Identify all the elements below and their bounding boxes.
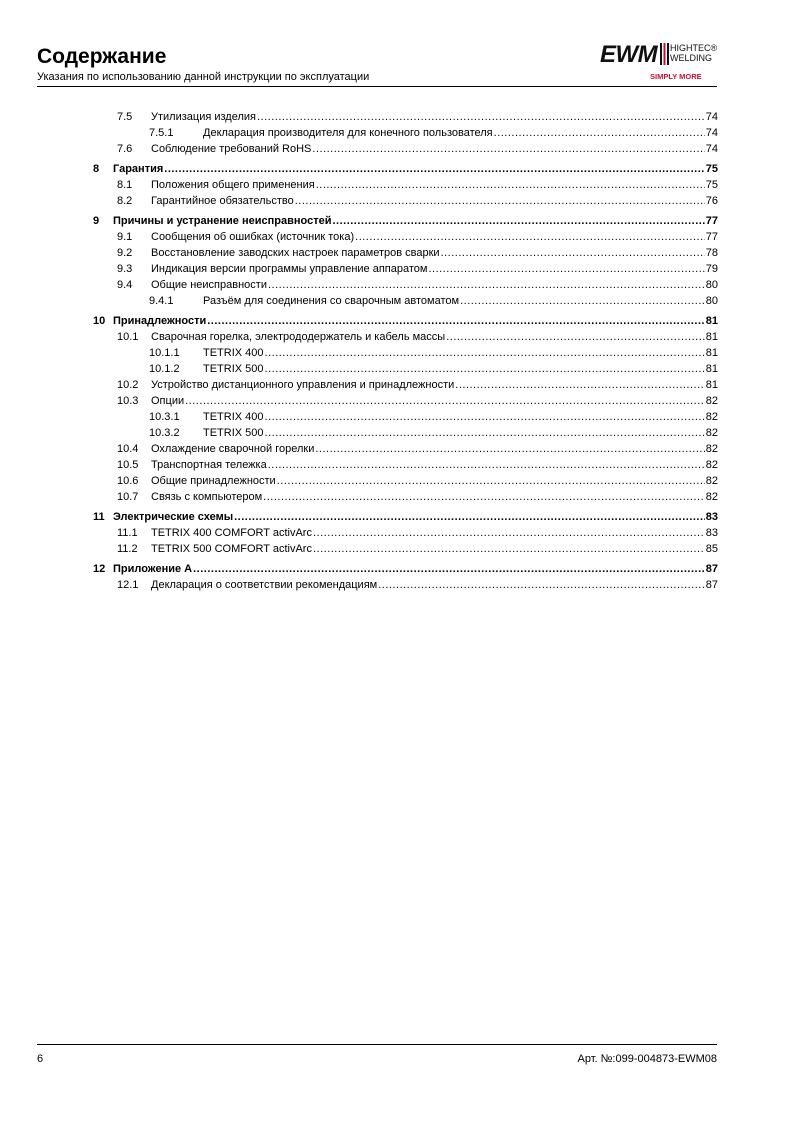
toc-entry-number: 9.4 [117, 279, 133, 291]
toc-entry-title: Транспортная тележка [151, 459, 267, 471]
toc-dot-leader [332, 214, 704, 228]
toc-entry-page: 76 [705, 195, 718, 207]
toc-entry-page: 78 [705, 247, 718, 259]
toc-entry-page: 75 [705, 179, 718, 191]
toc-entry[interactable] [93, 108, 718, 124]
toc-entry-number: 9.1 [117, 231, 133, 243]
toc-entry-title: Разъём для соединения со сварочным автоматом [203, 295, 460, 307]
toc-entry-title: TETRIX 400 COMFORT activArc [151, 527, 312, 539]
toc-dot-leader [355, 230, 705, 244]
toc-entry-number: 10.1.1 [149, 347, 180, 359]
toc-dot-leader [268, 278, 705, 292]
toc-entry-page: 82 [705, 443, 718, 455]
toc-entry-title: TETRIX 500 [203, 363, 264, 375]
toc-entry-page: 82 [705, 491, 718, 503]
toc-dot-leader [263, 490, 705, 504]
toc-entry-page: 81 [705, 331, 718, 343]
toc-dot-leader [268, 458, 705, 472]
toc-dot-leader [295, 194, 705, 208]
toc-entry-number: 10.1.2 [149, 363, 180, 375]
toc-entry-title: Приложение A [113, 563, 193, 575]
toc-entry[interactable] [93, 244, 718, 260]
logo-hightec: HIGHTEC® [670, 43, 718, 53]
toc-entry-page: 83 [705, 511, 718, 523]
toc-dot-leader [494, 126, 705, 140]
toc-entry[interactable] [93, 228, 718, 244]
toc-entry[interactable] [93, 524, 718, 540]
toc-entry-title: Причины и устранение неисправностей [113, 215, 332, 227]
toc-entry[interactable] [93, 176, 718, 192]
toc-entry-number: 7.5 [117, 111, 133, 123]
toc-entry-title: Соблюдение требований RoHS [151, 143, 312, 155]
toc-entry-page: 81 [705, 379, 718, 391]
toc-entry[interactable] [93, 192, 718, 208]
toc-entry[interactable] [93, 312, 718, 328]
toc-entry-page: 83 [705, 527, 718, 539]
toc-entry-number: 10.4 [117, 443, 139, 455]
toc-entry-number: 10.5 [117, 459, 139, 471]
logo-welding: WELDING [670, 53, 713, 63]
toc-entry[interactable] [93, 160, 718, 176]
toc-entry-page: 80 [705, 295, 718, 307]
toc-entry-number: 8.2 [117, 195, 133, 207]
toc-entry-page: 77 [705, 215, 718, 227]
table-of-contents [93, 108, 718, 592]
toc-entry-title: Охлаждение сварочной горелки [151, 443, 315, 455]
toc-dot-leader [428, 262, 704, 276]
toc-entry-title: Электрические схемы [113, 511, 234, 523]
toc-entry-number: 9 [93, 215, 100, 227]
toc-entry-title: Декларация производителя для конечного пользователя [203, 127, 493, 139]
toc-entry[interactable] [93, 212, 718, 228]
toc-entry-page: 74 [705, 111, 718, 123]
toc-dot-leader [265, 426, 705, 440]
toc-dot-leader [441, 246, 705, 260]
toc-entry-title: Связь с компьютером [151, 491, 263, 503]
toc-entry-page: 81 [705, 315, 718, 327]
toc-entry[interactable] [93, 576, 718, 592]
toc-entry-number: 10.7 [117, 491, 139, 503]
toc-entry-title: TETRIX 400 [203, 347, 264, 359]
toc-entry-page: 87 [705, 563, 718, 575]
toc-entry-title: Общие принадлежности [151, 475, 276, 487]
toc-entry-number: 9.4.1 [149, 295, 174, 307]
toc-entry-title: Гарантийное обязательство [151, 195, 294, 207]
toc-entry[interactable] [93, 540, 718, 556]
toc-dot-leader [313, 542, 705, 556]
toc-entry[interactable] [93, 440, 718, 456]
toc-dot-leader [234, 510, 705, 524]
toc-entry-number: 10 [93, 315, 106, 327]
toc-dot-leader [313, 526, 705, 540]
toc-entry[interactable] [93, 328, 718, 344]
toc-entry[interactable] [93, 472, 718, 488]
footer-page-number: 6 [37, 1053, 44, 1065]
toc-dot-leader [312, 142, 704, 156]
toc-entry-title: Общие неисправности [151, 279, 267, 291]
toc-entry-number: 9.2 [117, 247, 133, 259]
toc-entry-page: 75 [705, 163, 718, 175]
toc-entry-page: 79 [705, 263, 718, 275]
toc-dot-leader [257, 110, 705, 124]
toc-entry[interactable] [93, 140, 718, 156]
toc-entry-title: Опции [151, 395, 185, 407]
logo-bars-icon [660, 43, 669, 65]
toc-dot-leader [164, 162, 704, 176]
toc-entry-page: 82 [705, 427, 718, 439]
toc-entry-page: 82 [705, 459, 718, 471]
toc-entry-number: 12 [93, 563, 106, 575]
toc-entry-number: 10.3 [117, 395, 139, 407]
toc-entry-title: Устройство дистанционного управления и принадлежности [151, 379, 455, 391]
toc-entry-page: 77 [705, 231, 718, 243]
toc-entry-number: 11.2 [117, 543, 138, 555]
toc-entry-number: 10.3.2 [149, 427, 180, 439]
toc-entry-page: 81 [705, 347, 718, 359]
toc-entry-title: Положения общего применения [151, 179, 315, 191]
toc-dot-leader [265, 346, 705, 360]
toc-entry-number: 11 [93, 511, 105, 523]
logo-mark: EWM [600, 41, 658, 68]
toc-entry-title: Индикация версии программы управление аппаратом [151, 263, 428, 275]
page-subtitle: Указания по использованию данной инструкции по эксплуатации [37, 71, 370, 83]
toc-entry-page: 85 [705, 543, 718, 555]
toc-entry[interactable] [93, 276, 718, 292]
toc-entry[interactable] [93, 508, 718, 524]
toc-entry-number: 10.3.1 [149, 411, 180, 423]
toc-dot-leader [455, 378, 704, 392]
toc-entry[interactable] [93, 456, 718, 472]
header-divider [37, 86, 717, 87]
toc-entry[interactable] [93, 424, 718, 440]
toc-dot-leader [378, 578, 705, 592]
toc-dot-leader [460, 294, 705, 308]
toc-entry-title: TETRIX 500 [203, 427, 264, 439]
toc-entry-number: 10.6 [117, 475, 139, 487]
toc-entry-title: Гарантия [113, 163, 164, 175]
toc-entry-page: 87 [705, 579, 718, 591]
page-title: Содержание [37, 45, 167, 68]
toc-dot-leader [446, 330, 705, 344]
toc-entry-page: 74 [705, 143, 718, 155]
toc-entry[interactable] [93, 408, 718, 424]
toc-entry[interactable] [93, 292, 718, 308]
logo-slogan: SIMPLY MORE [650, 72, 702, 81]
toc-entry[interactable] [93, 344, 718, 360]
toc-entry[interactable] [93, 124, 718, 140]
toc-entry-title: Сообщения об ошибках (источник тока) [151, 231, 355, 243]
toc-entry-page: 74 [705, 127, 718, 139]
toc-entry-number: 8 [93, 163, 100, 175]
toc-entry-number: 11.1 [117, 527, 138, 539]
toc-entry[interactable] [93, 376, 718, 392]
toc-dot-leader [185, 394, 705, 408]
ewm-logo [600, 40, 718, 86]
toc-entry-page: 82 [705, 475, 718, 487]
toc-entry[interactable] [93, 560, 718, 576]
toc-dot-leader [207, 314, 705, 328]
footer-article-number: Арт. №:099-004873-EWM08 [577, 1053, 717, 1065]
toc-dot-leader [315, 442, 704, 456]
toc-entry[interactable] [93, 360, 718, 376]
toc-entry-number: 10.1 [117, 331, 139, 343]
toc-entry-title: TETRIX 500 COMFORT activArc [151, 543, 312, 555]
toc-entry[interactable] [93, 392, 718, 408]
toc-entry-number: 7.5.1 [149, 127, 174, 139]
toc-entry-title: Восстановление заводских настроек параметров сварки [151, 247, 440, 259]
toc-dot-leader [265, 362, 705, 376]
toc-entry[interactable] [93, 488, 718, 504]
toc-entry-page: 81 [705, 363, 718, 375]
toc-entry-page: 80 [705, 279, 718, 291]
toc-dot-leader [193, 562, 705, 576]
toc-dot-leader [316, 178, 705, 192]
toc-entry-number: 12.1 [117, 579, 139, 591]
toc-entry-title: Декларация о соответствии рекомендациям [151, 579, 378, 591]
toc-entry-number: 9.3 [117, 263, 133, 275]
toc-entry-number: 7.6 [117, 143, 133, 155]
toc-entry-page: 82 [705, 411, 718, 423]
toc-dot-leader [277, 474, 705, 488]
toc-entry-title: Сварочная горелка, электрододержатель и кабель массы [151, 331, 446, 343]
footer-divider [37, 1044, 717, 1045]
toc-entry-title: Принадлежности [113, 315, 207, 327]
toc-dot-leader [265, 410, 705, 424]
toc-entry[interactable] [93, 260, 718, 276]
toc-entry-number: 8.1 [117, 179, 133, 191]
toc-entry-page: 82 [705, 395, 718, 407]
toc-entry-title: Утилизация изделия [151, 111, 256, 123]
toc-entry-title: TETRIX 400 [203, 411, 264, 423]
toc-entry-number: 10.2 [117, 379, 139, 391]
